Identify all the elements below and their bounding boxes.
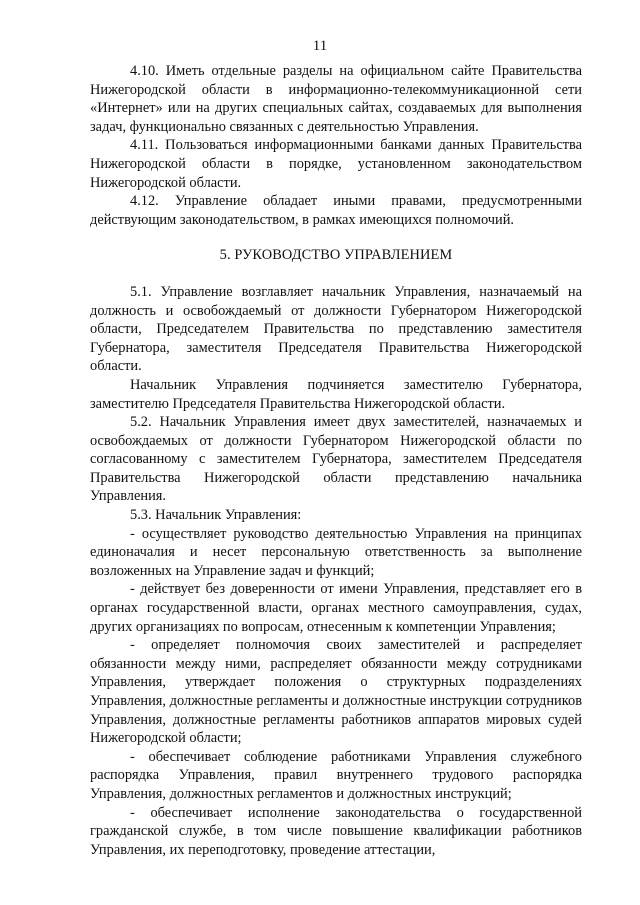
paragraph-4-11: 4.11. Пользоваться информационными банками данных Правительства Нижегородской области в порядке, установленном законодательством Нижегородской области. — [90, 137, 582, 191]
paragraph-4-12: 4.12. Управление обладает иными правами, предусмотренными действующим законодательством, в рамках имеющихся полномочий. — [90, 193, 582, 228]
paragraph-subordination: Начальник Управления подчиняется заместителю Губернатора, заместителю Председателя Правительства Нижегородской области. — [90, 376, 582, 412]
section-heading: 5. РУКОВОДСТВО УПРАВЛЕНИЕМ — [219, 247, 453, 264]
list-item-representation: - действует без доверенности от имени Управления, представляет его в органах государственной власти, органах местного самоуправления, судах, других организациях по вопросам, отнесенным к компетенции Управления; — [90, 581, 582, 635]
document-body — [90, 62, 582, 859]
list-item-discipline: - обеспечивает соблюдение работниками Управления служебного распорядка Управления, правил внутреннего трудового распорядка Управления, должностных регламентов и должностных инструкций; — [90, 748, 582, 802]
list-item-civil-service: - обеспечивает исполнение законодательства о государственной гражданской службе, в том числе повышение квалификации работников Управления, их переподготовку, проведение аттестации, — [90, 804, 582, 858]
paragraph-5-3: 5.3. Начальник Управления: — [130, 507, 302, 524]
page-number: 11 — [312, 38, 328, 54]
list-item-duties: - определяет полномочия своих заместителей и распределяет обязанности между ними, распределяет обязанности между сотрудниками Управления, утверждает положения о структурных подразделениях Управления, должностные регламенты и должностные инструкции сотрудников Управления, должностные регламенты работников аппаратов мировых судей Нижегородской области; — [90, 637, 582, 747]
paragraph-5-2: 5.2. Начальник Управления имеет двух заместителей, назначаемых и освобождаемых от должности Губернатором Нижегородской области по согласованному с заместителем Губернатора, заместителем Председателя Правительства Нижегородской области представлению начальника Управления. — [90, 414, 582, 505]
paragraph-5-1: 5.1. Управление возглавляет начальник Управления, назначаемый на должность и освобождаемый от должности Губернатором Нижегородской области, Председателем Правительства по представлению заместителя Губернатора, заместителя Председателя Правительства Нижегородской области. — [90, 283, 582, 375]
paragraph-4-10: 4.10. Иметь отдельные разделы на официальном сайте Правительства Нижегородской области в информационно-телекоммуникационной сети «Интернет» или на других специальных сайтах, создаваемых для выполнения задач, функционально связанных с деятельностью Управления. — [90, 63, 582, 135]
list-item-leadership: - осуществляет руководство деятельностью Управления на принципах единоначалия и несет персональную ответственность за выполнение возложенных на Управление задач и функций; — [90, 525, 582, 579]
